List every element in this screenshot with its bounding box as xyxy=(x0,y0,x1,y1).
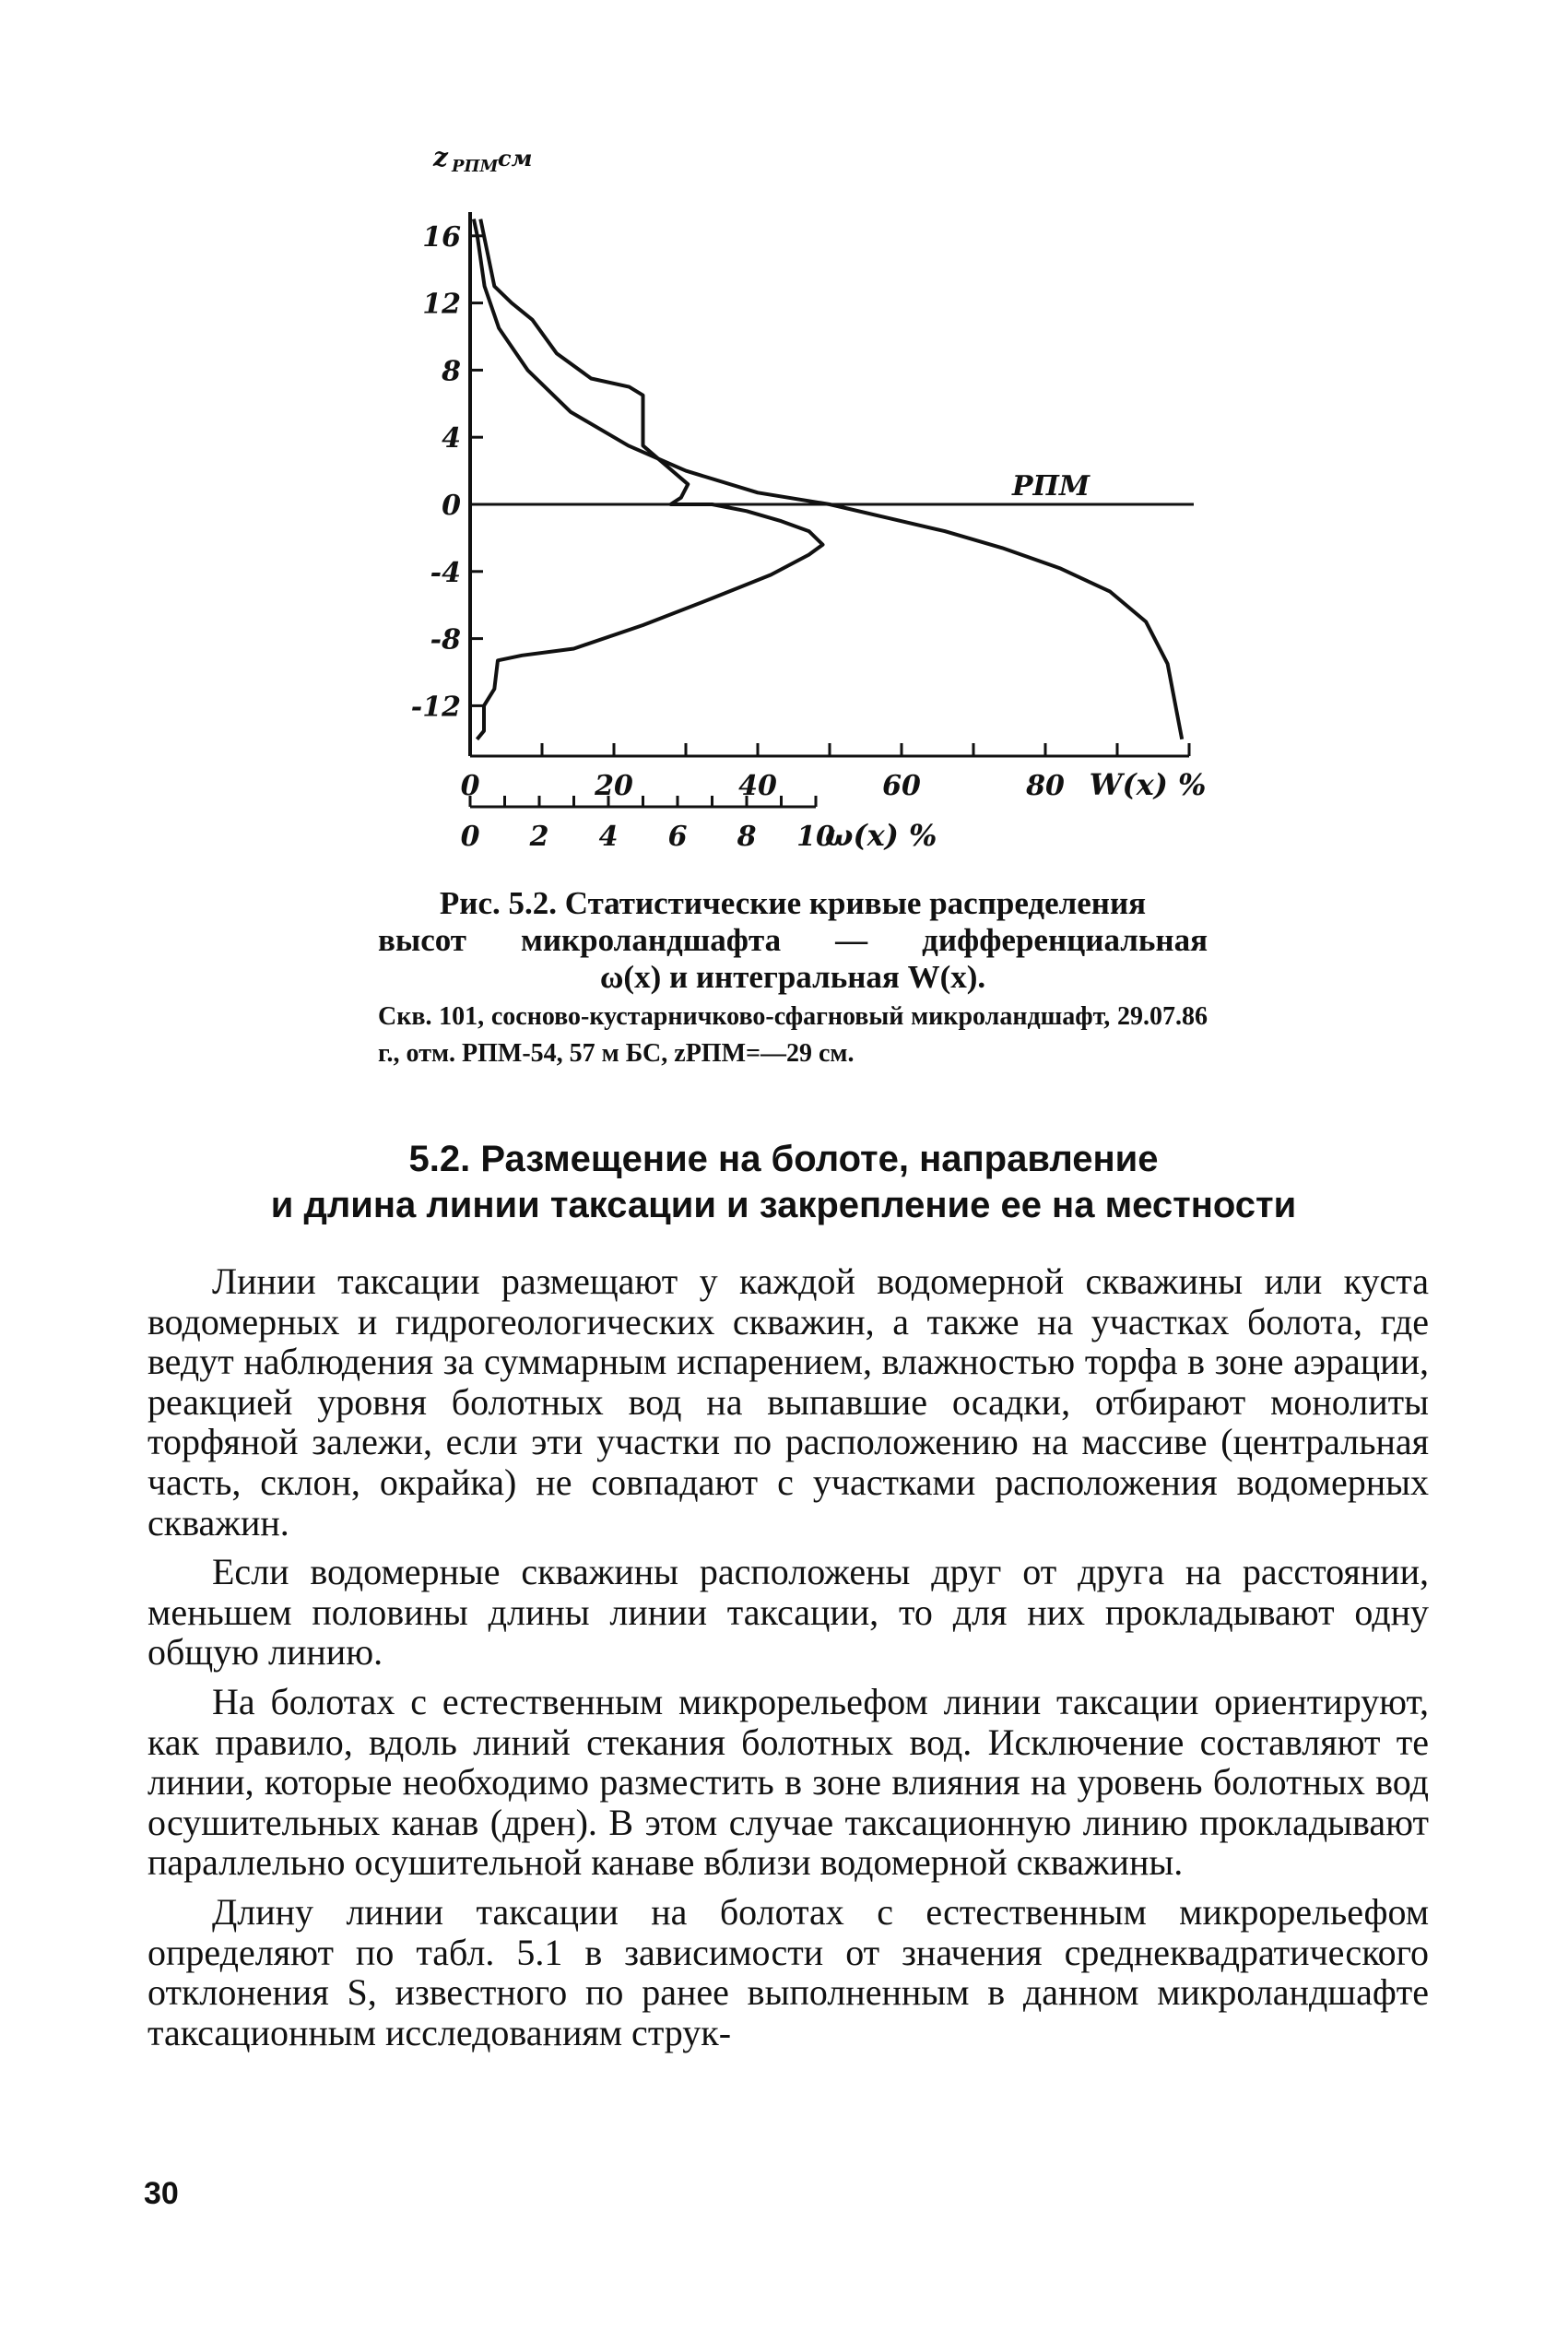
page-number: 30 xyxy=(144,2176,179,2211)
paragraph-2: Если водомерные скважины расположены друг от друга на расстоянии, меньшем половины длины линии таксации, то для них прокладывают одну общую линию. xyxy=(147,1551,1429,1674)
y-tick-label-2: 8 xyxy=(442,355,461,388)
body-text xyxy=(147,1261,1429,2062)
caption-line-3: ω(x) и интегральная W(x). xyxy=(599,959,986,995)
y-tick-label-1: 12 xyxy=(422,288,461,321)
figure-chart xyxy=(0,0,1568,885)
x-top-tick-label-1: 20 xyxy=(595,770,633,802)
x-top-tick-label-2: 40 xyxy=(738,770,777,802)
section-title-line-2: и длина линии таксации и закрепление ее на местности xyxy=(270,1185,1297,1225)
chart-axes xyxy=(470,212,1194,807)
rpm-label: РПМ xyxy=(1011,470,1091,503)
y-axis-label-sub: РПМ xyxy=(452,157,499,176)
paragraph-4: Длину линии таксации на болотах с естественным микрорельефом определяют по табл. 5.1 в зависимости от значения среднеквадратического отклонения S, известного по ранее выполненным в данном микроландшафте таксационным исследованиям струк- xyxy=(147,1890,1429,2053)
series-line-omega xyxy=(477,219,823,739)
chart-labels xyxy=(411,142,1207,853)
x-top-tick-label-4: 80 xyxy=(1026,770,1065,802)
paragraph-1: Линии таксации размещают у каждой водомерной скважины или куста водомерных и гидрогеологических скважин, а также на участках болота, где ведут наблюдения за суммарным испарением, влажностью торфа в зоне аэрации, реакцией уровня болотных вод на выпавшие осадки, отбирают монолиты торфяной залежи, если эти участки по расположению на массиве (центральная часть, склон, окрайка) не совпадают с участками расположения водомерных скважин. xyxy=(147,1260,1429,1543)
x-bottom-tick-label-1: 2 xyxy=(529,821,549,853)
y-tick-label-4: 0 xyxy=(442,490,461,522)
paragraph-3: На болотах с естественным микрорельефом линии таксации ориентируют, как правило, вдоль линий стекания болотных вод. Исключение составляют те линии, которые необходимо разместить в зоне влияния на уровень болотных вод осушительных канав (дрен). В этом случае таксационную линию прокладывают параллельно осушительной канаве вблизи водомерной скважины. xyxy=(147,1680,1429,1884)
x-top-axis-label: W(x) % xyxy=(1089,767,1207,802)
figure-caption xyxy=(378,885,1208,996)
x-top-tick-label-0: 0 xyxy=(460,770,480,802)
y-tick-label-0: 16 xyxy=(422,220,461,254)
section-title-line-1: 5.2. Размещение на болоте, направление xyxy=(408,1139,1159,1179)
x-bottom-tick-label-3: 6 xyxy=(667,821,688,853)
y-tick-label-3: 4 xyxy=(442,422,461,455)
x-bottom-tick-label-2: 4 xyxy=(598,821,619,853)
y-tick-label-5: -4 xyxy=(430,556,461,589)
x-bottom-tick-label-5: 10 xyxy=(796,821,835,853)
caption-line-2: высот микроландшафта — дифференциальная xyxy=(378,922,1208,958)
y-axis-label-unit: см xyxy=(498,145,533,171)
y-axis-label: z xyxy=(433,142,448,172)
x-bottom-tick-label-0: 0 xyxy=(460,821,480,853)
figure-caption-note: Скв. 101, сосново-кустарничково-сфагновый микроландшафт, 29.07.86 г., отм. РПМ-54, 57 м БС, zРПМ=—29 см. xyxy=(378,1002,1208,1068)
chart-ticks xyxy=(470,236,1189,807)
section-title xyxy=(138,1136,1429,1228)
y-tick-label-7: -12 xyxy=(410,691,461,724)
x-bottom-tick-label-4: 8 xyxy=(737,821,757,853)
y-tick-label-6: -8 xyxy=(430,623,461,656)
x-top-tick-label-3: 60 xyxy=(882,770,921,802)
caption-line-1: Рис. 5.2. Статистические кривые распределения xyxy=(439,885,1147,921)
x-bottom-axis-label: ω(x) % xyxy=(825,818,937,853)
